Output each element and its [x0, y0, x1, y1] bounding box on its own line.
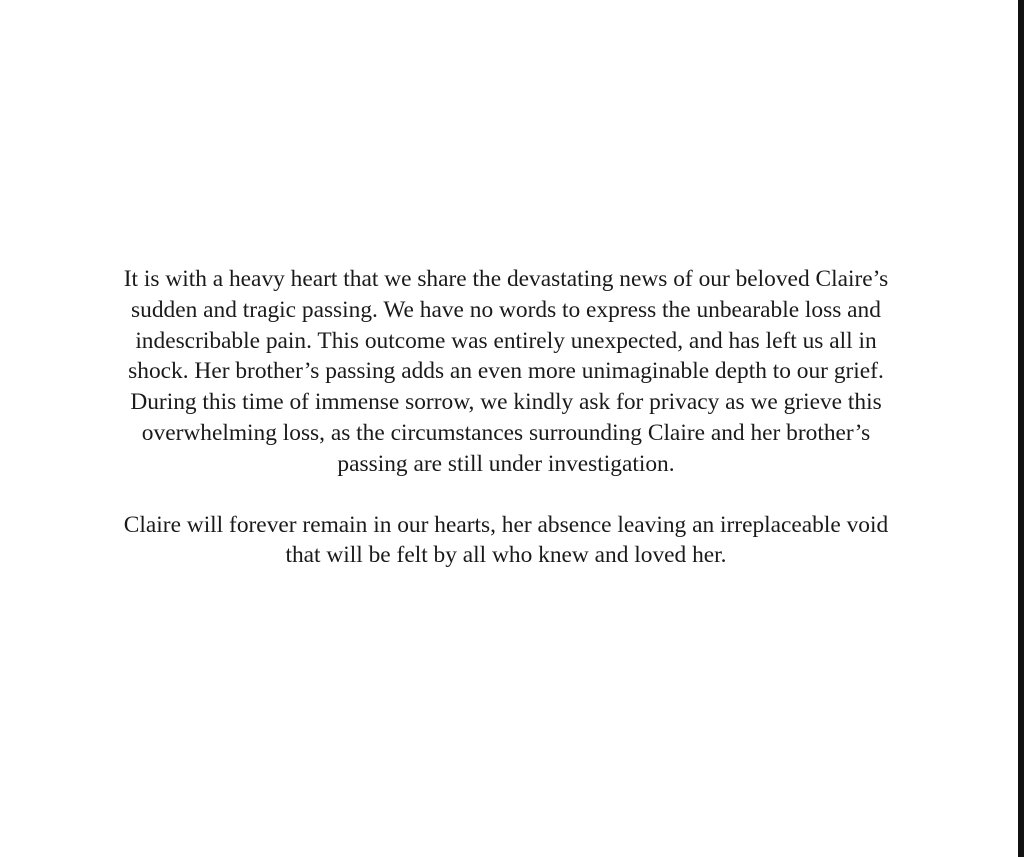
statement-line: passing are still under investigation.: [337, 450, 675, 477]
statement-line: sudden and tragic passing. We have no words to express the unbearable loss and: [131, 296, 881, 323]
statement-text: [14, 264, 998, 571]
statement-line: overwhelming loss, as the circumstances surrounding Claire and her brother’s: [141, 419, 871, 446]
statement-line: It is with a heavy heart that we share the devastating news of our beloved Claire’s: [123, 266, 889, 292]
statement-line: indescribable pain. This outcome was entirely unexpected, and has left us all in: [135, 327, 877, 354]
statement-line: Claire will forever remain in our hearts, her absence leaving an irreplaceable void: [123, 511, 889, 538]
statement-paragraph-2: [14, 510, 998, 572]
statement-line: During this time of immense sorrow, we kindly ask for privacy as we grieve this: [130, 389, 882, 416]
right-edge-border: [1018, 0, 1024, 857]
statement-line: that will be felt by all who knew and loved her.: [285, 542, 727, 569]
statement-line: shock. Her brother’s passing adds an even more unimaginable depth to our grief.: [128, 358, 884, 385]
statement-paragraph-1: [14, 264, 998, 480]
